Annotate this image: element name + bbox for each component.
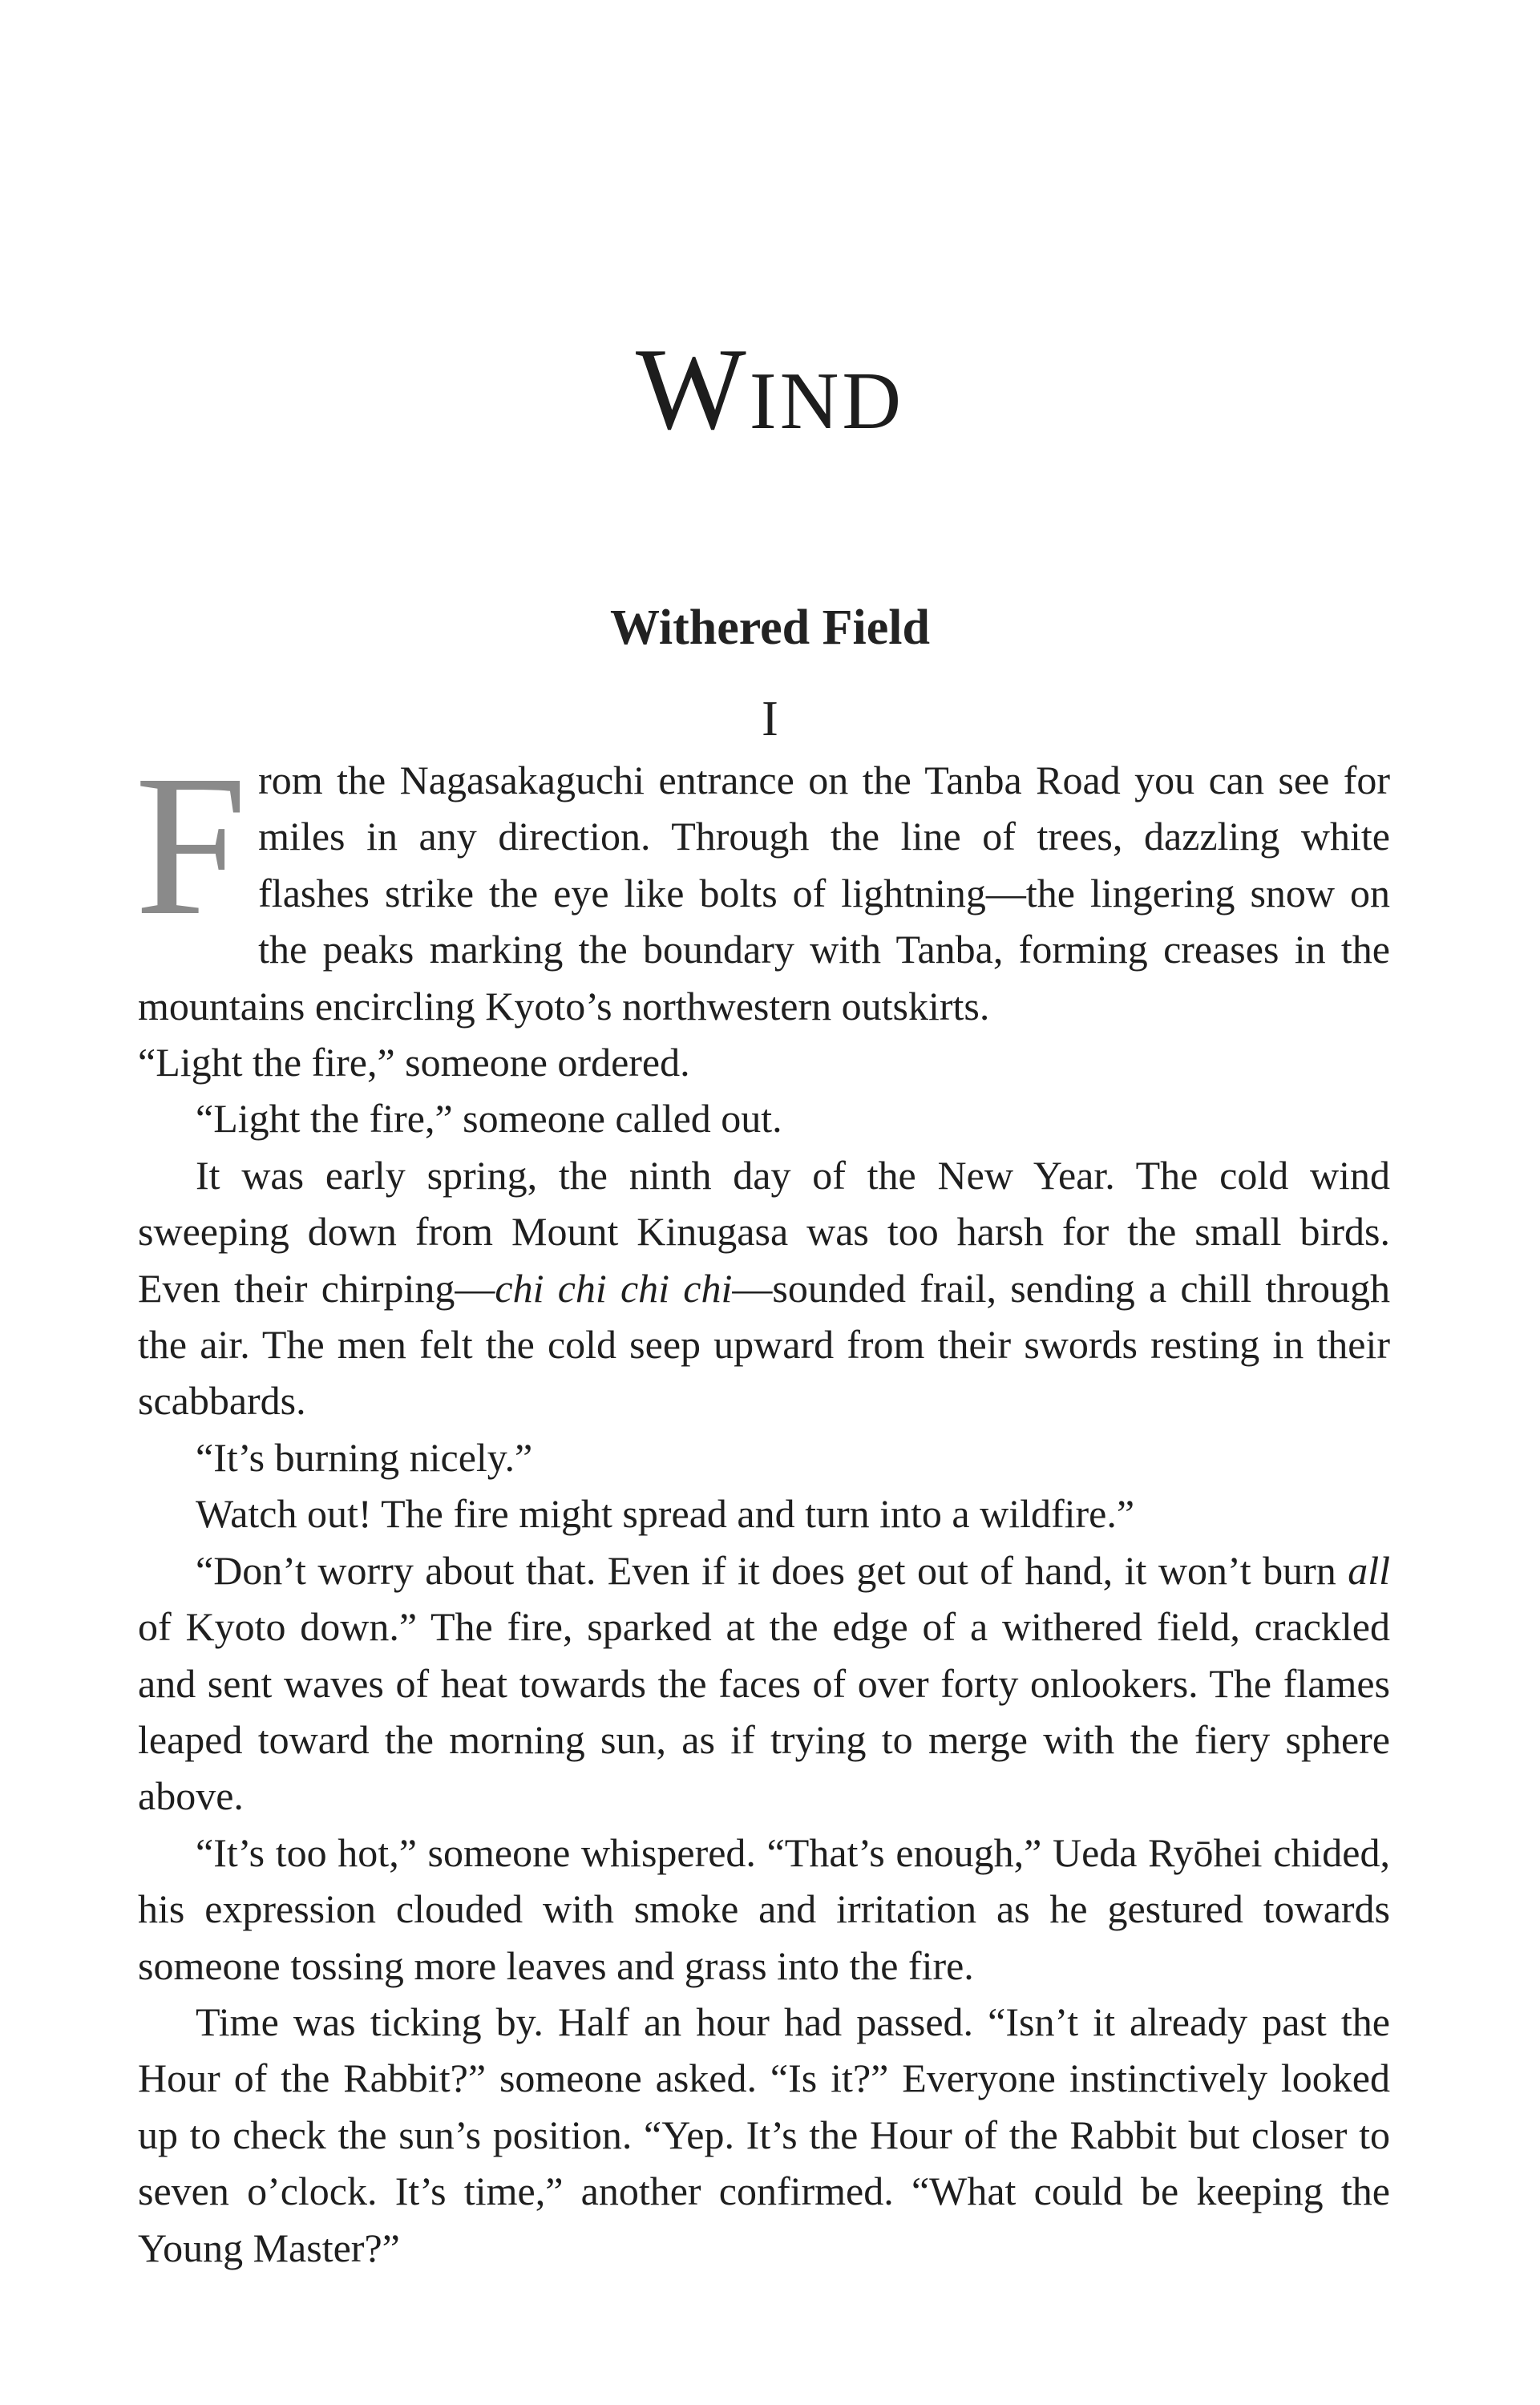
paragraph-3 <box>138 1090 1390 1146</box>
chapter-title: Withered Field <box>610 600 930 655</box>
paragraph-text: —sounded frail, sending a chill through the air. The men felt the cold seep upward from their swords resting in their scabbards. <box>138 1265 1390 1424</box>
italic-text: all <box>1348 1547 1390 1593</box>
body-text <box>135 733 1390 2276</box>
paragraph-2 <box>138 1034 1390 1090</box>
paragraph-text: “Light the fire,” someone called out. <box>196 1096 782 1142</box>
section-number: I <box>762 692 778 746</box>
paragraph-text: “It’s burning nicely.” <box>196 1434 533 1480</box>
italic-text: chi chi chi chi <box>495 1265 733 1311</box>
paragraph-text: of Kyoto down.” The fire, sparked at the edge of a withered field, crackled and sent waves of heat towards the faces of over forty onlookers. The flames leaped toward the morning sun, as if trying to merge with the fiery sphere above. <box>138 1604 1390 1819</box>
paragraph-8 <box>138 1825 1390 1994</box>
paragraph-7 <box>138 1542 1390 1825</box>
paragraph-text: rom the Nagasakaguchi entrance on the Tanba Road you can see for miles in any direction. Through the line of trees, dazzling white flashes strike the eye like bolts of lightning—the lingering snow on the peaks marking the boundary with Tanba, forming creases in the mountains encircling Kyoto’s northwestern outskirts. <box>138 758 1390 1029</box>
part-title: Wind <box>635 324 905 454</box>
paragraph-text: “It’s too hot,” someone whispered. “That’s enough,” Ueda Ryōhei chided, his expression clouded with smoke and irritation as he gestured towards someone tossing more leaves and grass into the fire. <box>138 1829 1390 1988</box>
paragraph-4 <box>138 1147 1390 1429</box>
paragraph-text: It was early spring, the ninth day of the New Year. The cold wind sweeping down from Mount Kinugasa was too harsh for the small birds. Even their chirping— <box>138 1152 1390 1311</box>
paragraph-text: Watch out! The fire might spread and turn into a wildfire.” <box>196 1491 1135 1537</box>
paragraph-text: Time was ticking by. Half an hour had passed. “Isn’t it already past the Hour of the Rabbit?” someone asked. “Is it?” Everyone instinctively looked up to check the sun’s position. “Yep. It’s the Hour of the Rabbit but closer to seven o’clock. It’s time,” another confirmed. “What could be keeping the Young Master?” <box>138 1999 1390 2270</box>
paragraph-6 <box>138 1485 1390 1542</box>
paragraph-9 <box>138 1994 1390 2276</box>
drop-cap: F <box>135 733 248 957</box>
paragraph-text: “Light the fire,” someone ordered. <box>138 1040 690 1085</box>
paragraph-5 <box>138 1429 1390 1485</box>
paragraph-text: “Don’t worry about that. Even if it does get out of hand, it won’t burn <box>196 1547 1348 1593</box>
paragraph-1 <box>135 733 1390 1034</box>
